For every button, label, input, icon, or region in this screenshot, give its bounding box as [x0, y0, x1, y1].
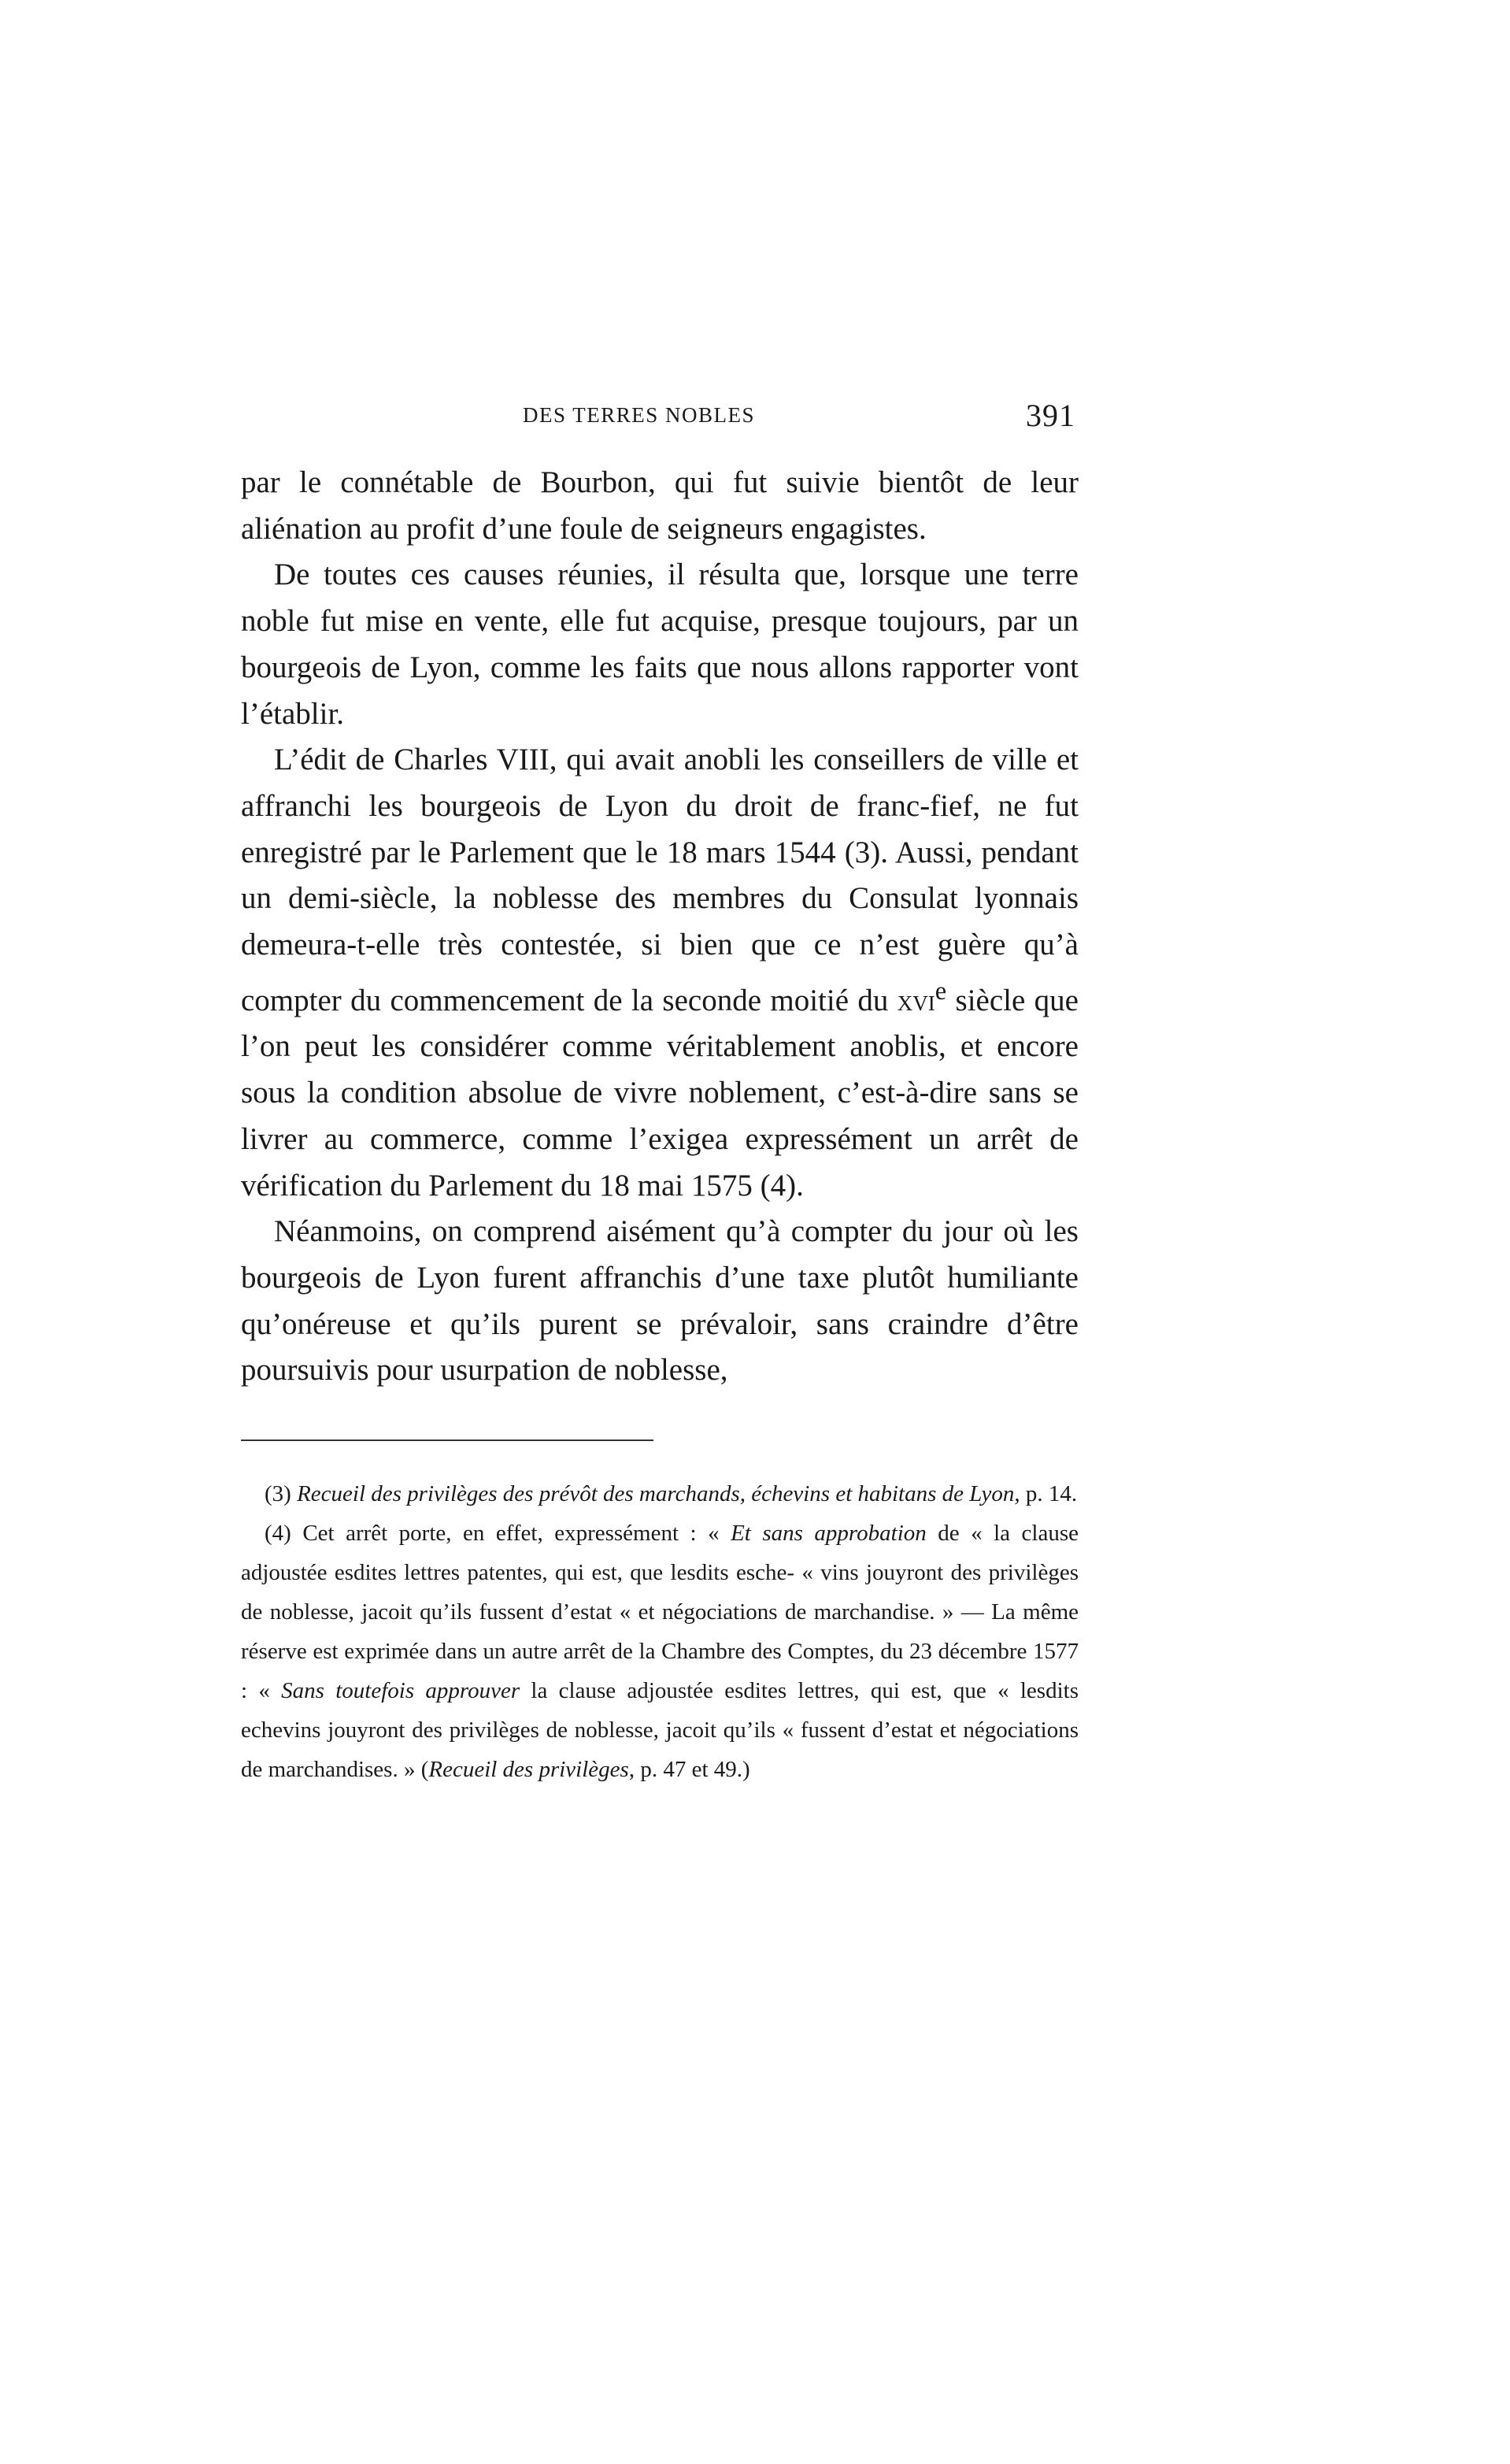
- main-text: [241, 460, 1079, 1394]
- century-superscript: e: [934, 976, 947, 1006]
- footnote-3: [241, 1474, 1079, 1514]
- paragraph-1: par le connétable de Bourbon, qui fut suivie bientôt de leur aliénation au profit d’une foule de seigneurs engagistes.: [241, 465, 1079, 546]
- paragraph-4: Néanmoins, on comprend aisément qu’à compter du jour où les bourgeois de Lyon furent affranchis d’une taxe plutôt humiliante qu’onéreuse et qu’ils purent se prévaloir, sans craindre d’être poursuivis pour usurpation de noblesse,: [241, 1214, 1079, 1388]
- paragraph-3-text-b: siècle que l’on peut les considérer comme véritablement anoblis, et encore sous la condition absolue de vivre noblement, c’est-à-dire sans se livrer au commerce, comme l’exigea expressément un arrêt de vérification du Parlement du 18 mai 1575 (4).: [241, 983, 1079, 1202]
- footnote-4-italic-1: Et sans approbation: [731, 1521, 927, 1547]
- century-numeral: xvi: [897, 983, 935, 1017]
- footnotes: [241, 1474, 1079, 1789]
- page-number: 391: [1026, 398, 1075, 433]
- paragraph-3-text-a: L’édit de Charles VIII, qui avait anobli les conseillers de ville et affranchi les bourgeois de Lyon du droit de franc-fief, ne fut enregistré par le Parlement que le 18 mars 1544 (3). Aussi, pendant un demi-siècle, la noblesse des membres du Consulat lyonnais demeura-t-elle très contestée, si bien que ce n’est guère qu’à compter du commencement de la seconde moitié du: [241, 743, 1079, 1017]
- footnote-4-text-b: de « la clause adjoustée esdites lettres patentes, qui est, que lesdits esche- « vins jouyront des privilèges de noblesse, jacoit qu’ils fussent d’estat « et négociations de marchandise. » — La même réserve est exprimée dans un autre arrêt de la Chambre des Comptes, du 23 décembre 1577 : «: [241, 1521, 1079, 1704]
- footnote-4-text-c: la clause adjoustée esdites lettres, qui est, que « lesdits echevins jouyront des privilèges de noblesse, jacoit qu’ils « fussent d’estat et négociations de marchandises. » (: [241, 1678, 1079, 1783]
- footnote-4-text-a: Cet arrêt porte, en effet, expressément : «: [302, 1521, 731, 1547]
- footnote-4: [241, 1514, 1079, 1789]
- footnote-divider: [241, 1439, 653, 1441]
- footnote-4-text-d: , p. 47 et 49.): [628, 1757, 750, 1783]
- paragraph-2: De toutes ces causes réunies, il résulta que, lorsque une terre noble fut mise en vente, elle fut acquise, presque toujours, par un bourgeois de Lyon, comme les faits que nous allons rapporter vont l’établir.: [241, 558, 1079, 731]
- footnote-3-number: (3): [265, 1481, 298, 1507]
- paragraph-3: [241, 737, 1079, 1209]
- footnote-3-title: Recueil des privilèges des prévôt des marchands, échevins et habitans de Lyon: [297, 1481, 1015, 1507]
- footnote-4-number: (4): [265, 1521, 303, 1547]
- page-header: [241, 394, 1079, 433]
- footnote-4-italic-2: Sans toutefois approuver: [281, 1678, 520, 1704]
- footnote-3-rest: , p. 14.: [1014, 1481, 1078, 1507]
- running-head: DES TERRES NOBLES: [523, 403, 756, 427]
- footnote-4-italic-3: Recueil des privilèges: [428, 1757, 629, 1783]
- book-page: [241, 394, 1079, 1789]
